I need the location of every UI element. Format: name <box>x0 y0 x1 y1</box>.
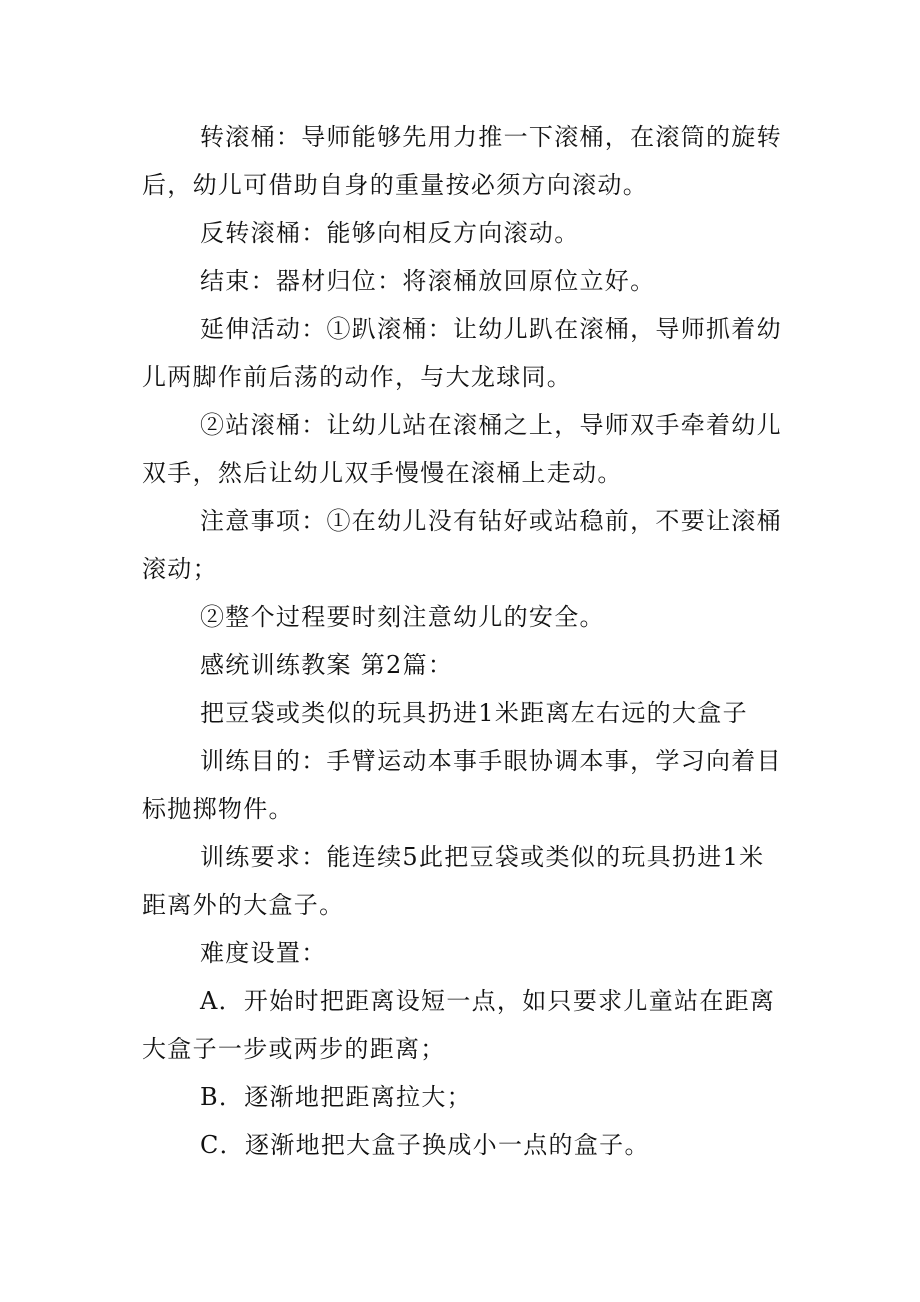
paragraph-training-requirement: 训练要求：能连续5此把豆袋或类似的玩具扔进1米距离外的大盒子。 <box>142 843 765 919</box>
paragraph-reverse-roll: 反转滚桶：能够向相反方向滚动。 <box>200 219 580 247</box>
paragraph-difficulty-b: B．逐渐地把距离拉大； <box>200 1083 472 1111</box>
paragraph-notes-2: ②整个过程要时刻注意幼儿的安全。 <box>200 603 605 631</box>
paragraph-notes-1: 注意事项：①在幼儿没有钻好或站稳前，不要让滚桶滚动； <box>142 507 782 583</box>
paragraph-extension-lying: 延伸活动：①趴滚桶：让幼儿趴在滚桶，导师抓着幼儿两脚作前后荡的动作，与大龙球同。 <box>142 315 782 391</box>
section-heading-part-2: 感统训练教案 第2篇： <box>200 651 454 679</box>
paragraph-difficulty-heading: 难度设置： <box>200 939 327 967</box>
paragraph-training-goal: 训练目的：手臂运动本事手眼协调本事，学习向着目标抛掷物件。 <box>142 747 782 823</box>
paragraph-activity-title: 把豆袋或类似的玩具扔进1米距离左右远的大盒子 <box>200 699 748 727</box>
paragraph-rolling-barrel: 转滚桶：导师能够先用力推一下滚桶，在滚筒的旋转后，幼儿可借助自身的重量按必须方向滚动。 <box>142 123 782 199</box>
paragraph-ending: 结束：器材归位：将滚桶放回原位立好。 <box>200 267 656 295</box>
paragraph-extension-standing: ②站滚桶：让幼儿站在滚桶之上，导师双手牵着幼儿双手，然后让幼儿双手慢慢在滚桶上走动。 <box>142 411 782 487</box>
paragraph-difficulty-c: C．逐渐地把大盒子换成小一点的盒子。 <box>200 1131 650 1159</box>
paragraph-difficulty-a: A．开始时把距离设短一点，如只要求儿童站在距离大盒子一步或两步的距离； <box>142 987 776 1063</box>
document-body <box>142 113 782 1169</box>
